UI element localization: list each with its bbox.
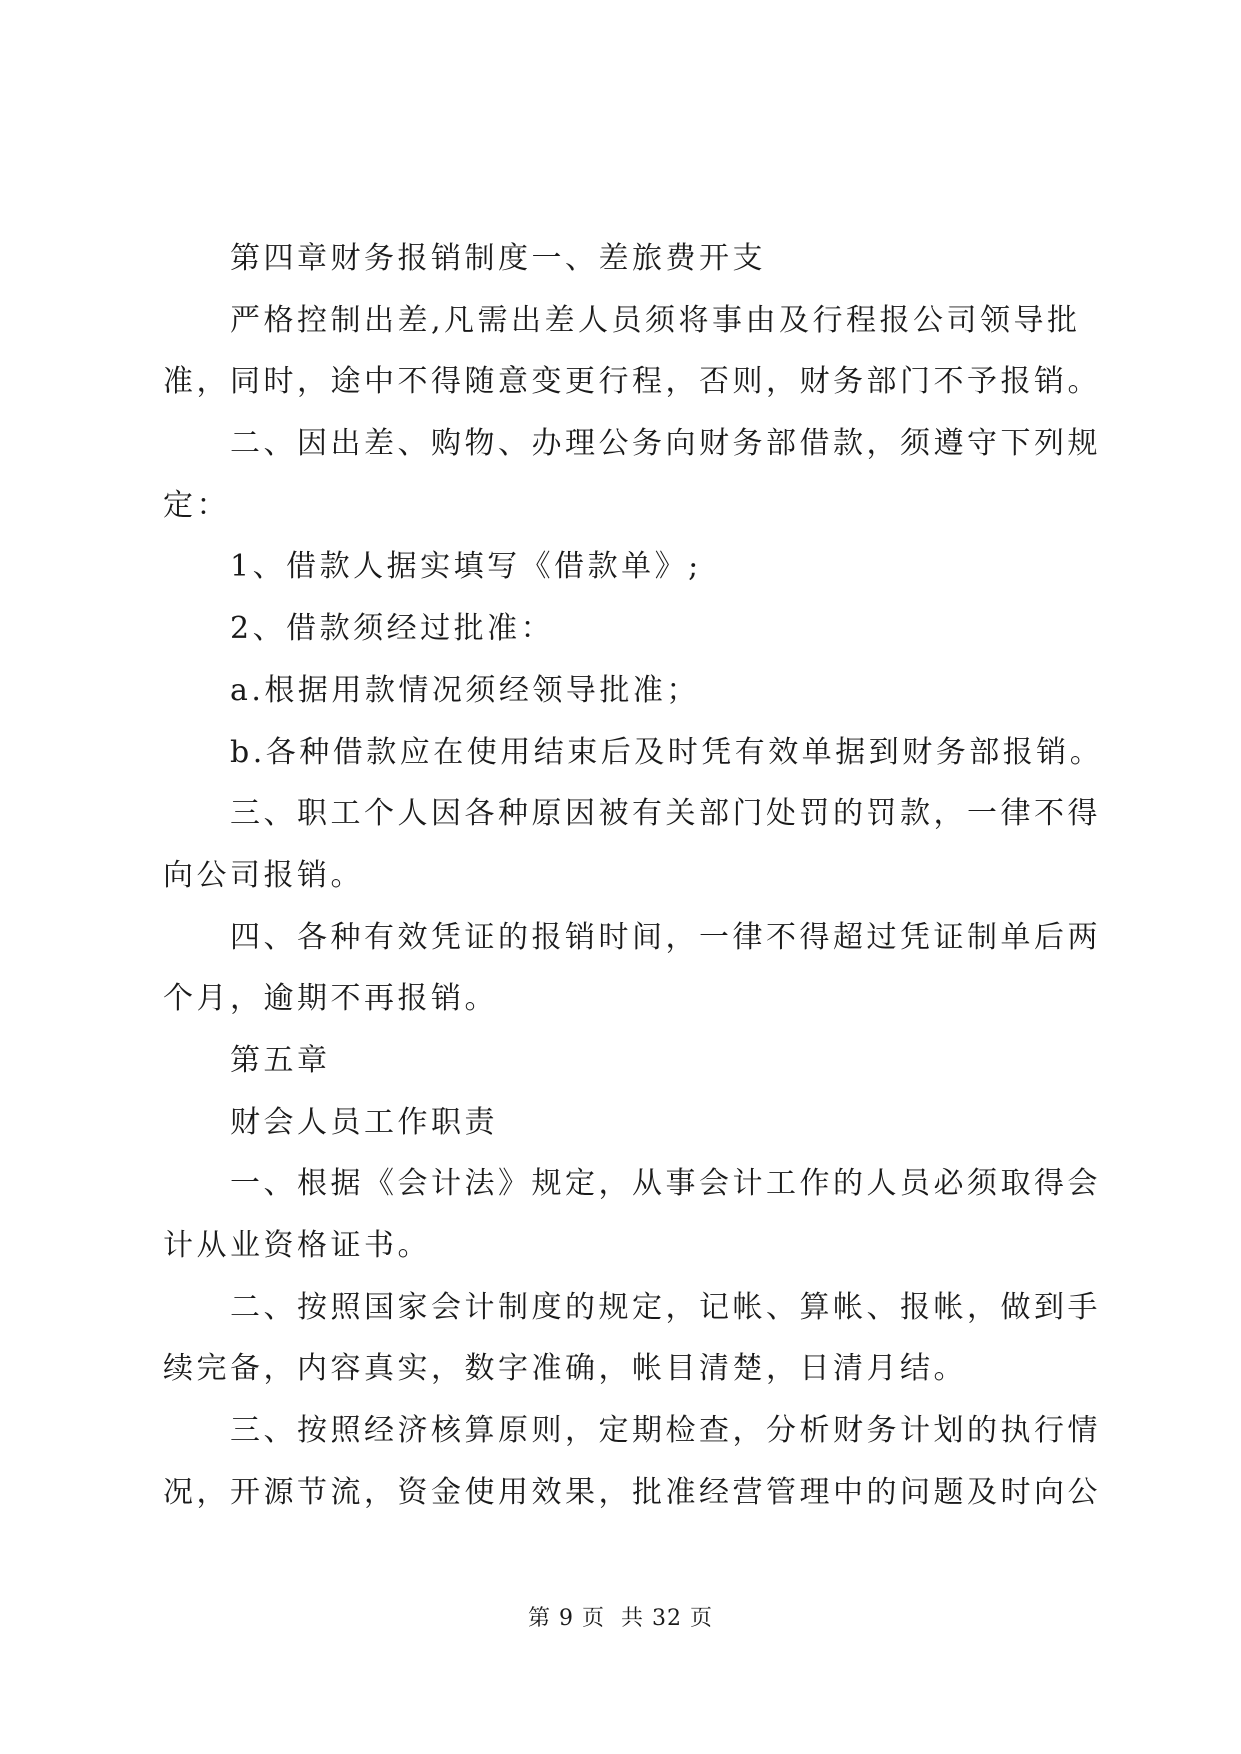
text-line: 二、按照国家会计制度的规定，记帐、算帐、报帐，做到手 — [230, 1289, 1101, 1325]
chapter-heading: 第五章 — [230, 1042, 331, 1078]
text-line: 况，开源节流，资金使用效果，批准经营管理中的问题及时向公 — [163, 1474, 1101, 1510]
text-line: b.各种借款应在使用结束后及时凭有效单据到财务部报销。 — [230, 734, 1104, 770]
text-line: 定： — [163, 487, 230, 523]
text-line: 2、借款须经过批准： — [230, 611, 555, 647]
text-line: 准，同时，途中不得随意变更行程，否则，财务部门不予报销。 — [163, 364, 1101, 400]
text-line: a.根据用款情况须经领导批准； — [230, 672, 700, 708]
text-line: 第四章财务报销制度一、差旅费开支 — [230, 241, 766, 276]
text-line: 向公司报销。 — [163, 857, 364, 893]
text-line: 三、按照经济核算原则，定期检查，分析财务计划的执行情 — [230, 1413, 1101, 1449]
document-body — [163, 228, 1104, 1523]
text-line: 续完备，内容真实，数字准确，帐目清楚，日清月结。 — [163, 1351, 967, 1387]
page-number-footer: 第 9 页 共 32 页 — [528, 1606, 713, 1631]
section-heading: 财会人员工作职责 — [230, 1104, 498, 1140]
text-line: 1、借款人据实填写《借款单》; — [230, 549, 702, 585]
text-line: 四、各种有效凭证的报销时间，一律不得超过凭证制单后两 — [230, 919, 1101, 955]
text-line: 一、根据《会计法》规定，从事会计工作的人员必须取得会 — [230, 1166, 1101, 1202]
text-line: 二、因出差、购物、办理公务向财务部借款，须遵守下列规 — [230, 426, 1101, 462]
text-line: 三、职工个人因各种原因被有关部门处罚的罚款，一律不得 — [230, 796, 1101, 832]
text-line: 计从业资格证书。 — [163, 1228, 431, 1263]
text-line: 个月，逾期不再报销。 — [163, 981, 498, 1017]
text-line: 严格控制出差,凡需出差人员须将事由及行程报公司领导批 — [230, 302, 1081, 338]
